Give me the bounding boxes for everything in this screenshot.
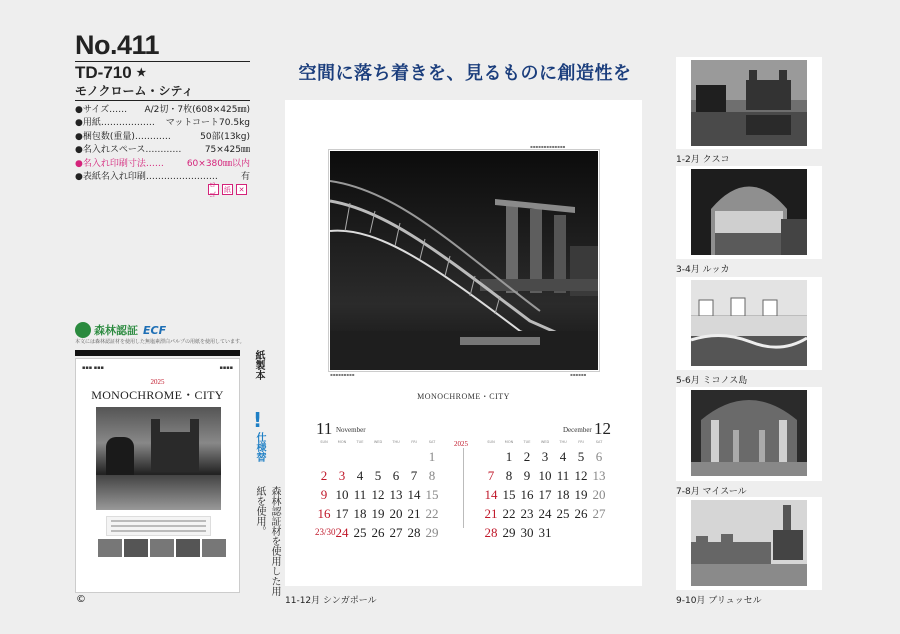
thumbnail-2: [676, 166, 822, 259]
weekday-header: [315, 438, 441, 447]
divider: [75, 61, 250, 62]
calendar-day: 17: [538, 487, 552, 502]
month-left-name: November: [336, 426, 366, 434]
thumbnail-1: [676, 57, 822, 149]
certification-label: 森林認証: [94, 324, 138, 337]
forest-certification: [75, 322, 166, 338]
calendar-day: 24: [335, 525, 349, 540]
calendar-day: 13: [592, 468, 606, 483]
spec-value: 60×380㎜以内: [186, 158, 250, 169]
calendar-day: 21: [407, 506, 421, 521]
spec-label: ●用紙………………: [75, 118, 155, 129]
calendar-day: 9: [523, 468, 531, 483]
calendar-day: 16: [317, 506, 331, 521]
name-imprint-bar: [75, 350, 240, 356]
spec-list: [75, 104, 250, 184]
calendar-day: 7: [487, 468, 495, 483]
weekday-label: TUE: [356, 440, 364, 444]
thumbnail-5: [676, 497, 822, 590]
calendar-day: 26: [574, 506, 588, 521]
calendar-day: 5: [374, 468, 382, 483]
spec-label: ●梱包数(重量)…………: [75, 131, 171, 142]
month-right-number: 12: [594, 419, 611, 438]
certification-icon: [75, 322, 91, 338]
calendar-day: 21: [484, 506, 498, 521]
calendar-day: 19: [371, 506, 385, 521]
calendar-week: [482, 485, 608, 504]
spec-value: マットコート70.5kg: [165, 118, 250, 129]
month-right-name: December: [563, 426, 592, 434]
photo-mysore: [691, 390, 807, 476]
calendar-day: 23/30: [315, 527, 336, 537]
thumbnail-caption-2: 3-4月 ルッカ: [676, 265, 730, 275]
spec-icons: [208, 180, 247, 199]
cover-year: 2025: [150, 378, 165, 386]
calendar-cover-thumbnail: [75, 358, 240, 593]
calendar-grid-right: [482, 438, 608, 542]
thumbnail-3: [676, 277, 822, 370]
weekday-label: FRI: [411, 440, 417, 444]
calendar-day: 28: [484, 525, 498, 540]
calendar-day: 14: [407, 487, 421, 502]
photo-credit-left: ▪▪▪▪▪▪▪▪▪: [330, 372, 355, 377]
photo-credit-right: ▪▪▪▪▪▪: [570, 372, 587, 377]
paper-icon: 紙: [224, 185, 231, 194]
weekday-label: SAT: [428, 440, 436, 444]
calendar-week: [315, 447, 441, 466]
calendar-week: [315, 466, 441, 485]
calendar-week: [482, 523, 608, 542]
thumbnail-caption-3: 5-6月 ミコノス島: [676, 376, 748, 386]
calendar-day: 14: [484, 487, 498, 502]
calendar-day: 2: [523, 449, 531, 464]
main-photo: [330, 151, 598, 370]
calendar-day: 25: [556, 506, 570, 521]
cover-header: [82, 365, 233, 375]
calendar-day: 17: [335, 506, 349, 521]
photo-cusco: [691, 60, 807, 146]
cover-title: MONOCHROME・CITY: [91, 388, 224, 402]
headline: 空間に落ち着きを、見るものに創造性を: [298, 63, 632, 84]
calendar-day: 7: [410, 468, 418, 483]
spec-row: [75, 171, 250, 184]
calendar-day: 23: [520, 506, 534, 521]
calendar-week: [482, 447, 608, 466]
product-number: [75, 30, 250, 60]
calendar-day: 11: [556, 468, 570, 483]
calendar-day: 4: [356, 468, 364, 483]
calendar-day: 13: [389, 487, 403, 502]
month-left-number: 11: [316, 419, 333, 438]
thumbnail-caption-4: 7-8月 マイスール: [676, 487, 747, 497]
calendar-day: 18: [353, 506, 367, 521]
calendar-week: [315, 504, 441, 523]
calendar-day: 20: [389, 506, 403, 521]
calendar-day: 6: [595, 449, 603, 464]
calendar-day: 1: [505, 449, 513, 464]
calendar-day: 29: [502, 525, 516, 540]
spec-row: [75, 158, 250, 171]
ecf-label: ECF: [143, 323, 167, 337]
main-photo-caption: 11-12月 シンガポール: [285, 596, 377, 606]
spec-row: [75, 104, 250, 117]
calendar-day: 27: [592, 506, 606, 521]
weekday-label: THU: [392, 440, 400, 444]
calendar-day: 9: [320, 487, 328, 502]
binding-note: 紙製本: [253, 350, 264, 380]
calendar-year: 2025: [454, 440, 468, 448]
cross-icon: ✕: [236, 184, 247, 195]
star-icon: ★: [136, 67, 147, 79]
calendar-day: 24: [538, 506, 552, 521]
weekday-label: WED: [540, 440, 550, 444]
spec-label: ●名入れスペース…………: [75, 145, 182, 156]
spec-value: 有: [240, 172, 250, 183]
calendar-day: 25: [353, 525, 367, 540]
logo-print-icon: ロゴ: [208, 184, 219, 195]
calendar-day: 12: [574, 468, 588, 483]
weekday-label: MON: [504, 440, 514, 444]
calendar-day: 10: [538, 468, 552, 483]
weekday-label: THU: [559, 440, 567, 444]
weekday-header: [482, 438, 608, 447]
weekday-label: SUN: [320, 440, 328, 444]
calendar-day: 11: [353, 487, 367, 502]
weekday-label: SUN: [487, 440, 495, 444]
weekday-label: SAT: [595, 440, 603, 444]
weekday-label: FRI: [578, 440, 584, 444]
calendar-day: 26: [371, 525, 385, 540]
calendar-day: 2: [320, 468, 328, 483]
calendar-day: 3: [338, 468, 346, 483]
photo-credit-top: ▪▪▪▪▪▪▪▪▪▪▪▪▪: [530, 144, 566, 149]
calendar-title: MONOCHROME・CITY: [417, 392, 510, 401]
calendar-week: [482, 504, 608, 523]
calendar-day: 18: [556, 487, 570, 502]
calendar-day: 15: [425, 487, 439, 502]
spec-row: [75, 144, 250, 157]
cover-header-right: ▪▪▪▪: [219, 365, 233, 371]
thumbnail-caption-1: 1-2月 クスコ: [676, 155, 730, 165]
calendar-day: 20: [592, 487, 606, 502]
calendar-day: 5: [577, 449, 585, 464]
spec-label: ●サイズ……: [75, 105, 128, 115]
forest-note: 森林認証材を使用した用紙を使用。: [254, 486, 280, 596]
calendar-day: 6: [392, 468, 400, 483]
calendar-day: 19: [574, 487, 588, 502]
photo-brussels: [691, 500, 807, 586]
calendar-day: 12: [371, 487, 385, 502]
spec-value: 50部(13kg): [200, 131, 250, 142]
spec-row: [75, 131, 250, 144]
calendar-day: 22: [502, 506, 516, 521]
photo-mykonos: [691, 280, 807, 366]
weekday-label: WED: [373, 440, 383, 444]
calendar-day: 3: [541, 449, 549, 464]
spec-value: 75×425㎜: [204, 145, 250, 156]
calendar-day: 28: [407, 525, 421, 540]
product-name: モノクローム・シティ: [75, 84, 194, 98]
calendar-day: 22: [425, 506, 439, 521]
certification-note: 本文には森林認証材を使用した無塩素漂白パルプの用紙を使用しています。: [75, 339, 245, 345]
calendar-grid-left: [315, 438, 441, 542]
calendar-day: 8: [428, 468, 436, 483]
cover-header-left: ▪▪▪ ▪▪▪: [82, 365, 104, 371]
model-code: [75, 63, 146, 83]
spec-value: A/2切・7枚(608×425㎜): [144, 105, 250, 115]
calendar-day: 31: [538, 525, 552, 540]
calendar-day: 29: [425, 525, 439, 540]
divider: [75, 100, 250, 101]
calendar-day: 16: [520, 487, 534, 502]
spec-change-note: 仕様替: [254, 432, 265, 462]
photo-lucca: [691, 169, 807, 255]
cover-captions: [106, 516, 211, 536]
calendar-day: 10: [335, 487, 349, 502]
calendar-day: 30: [520, 525, 534, 540]
product-number-text: No.411: [75, 30, 160, 60]
month-divider: [463, 448, 464, 528]
weekday-label: MON: [337, 440, 347, 444]
calendar-day: 8: [505, 468, 513, 483]
spec-label: ●名入れ印刷寸法……: [75, 158, 164, 169]
calendar-week: [315, 485, 441, 504]
copyright: ©: [76, 594, 86, 605]
exclamation-icon: !: [253, 408, 263, 432]
calendar-day: 4: [559, 449, 567, 464]
spec-label: ●表紙名入れ印刷……………………: [75, 172, 218, 183]
thumbnail-caption-5: 9-10月 ブリュッセル: [676, 596, 762, 606]
calendar-day: 15: [502, 487, 516, 502]
model-code-text: TD-710: [75, 63, 132, 82]
calendar-week: [315, 523, 441, 542]
spec-row: [75, 117, 250, 130]
cover-photo-strip: [98, 539, 226, 557]
calendar-day: 27: [389, 525, 403, 540]
calendar-day: 1: [428, 449, 436, 464]
calendar-week: [482, 466, 608, 485]
weekday-label: TUE: [523, 440, 531, 444]
thumbnail-4: [676, 387, 822, 481]
cover-photo: [96, 407, 221, 510]
